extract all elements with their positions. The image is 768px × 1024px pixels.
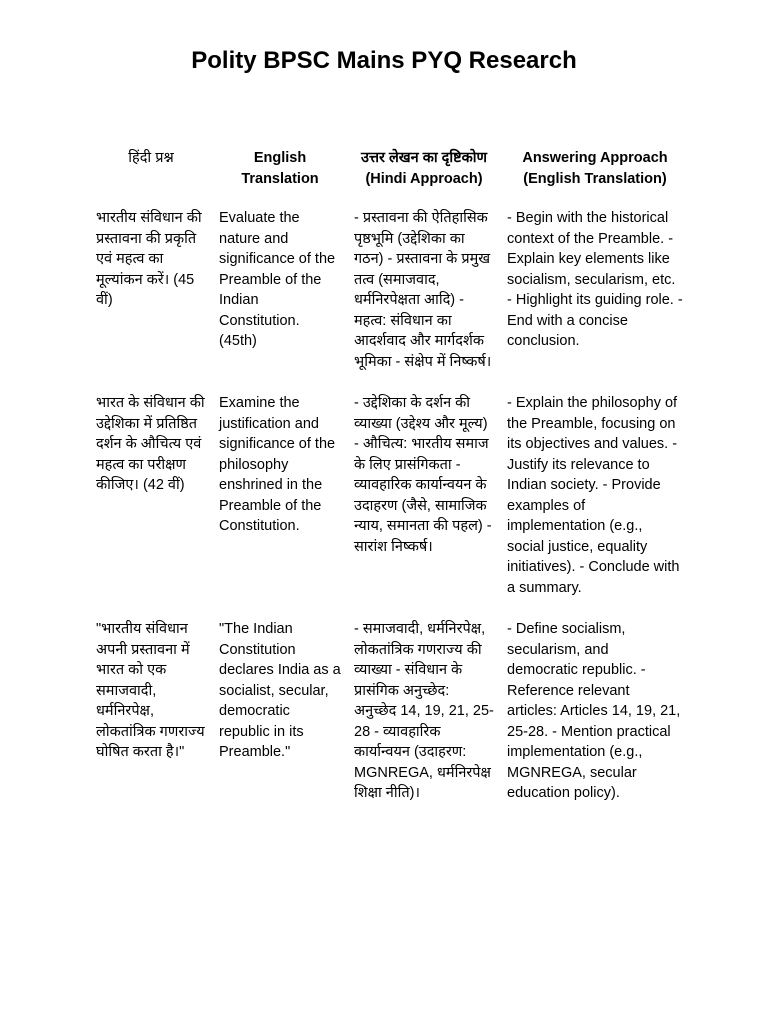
cell-hindi-approach: - प्रस्तावना की ऐतिहासिक पृष्ठभूमि (उद्देशिका का गठन) - प्रस्तावना के प्रमुख तत्व (समाजवाद, धर्मनिरपेक्षता आदि) - महत्व: संविधान का आदर्शवाद और मार्गदर्शक भूमिका - संक्षेप में निष्कर्ष।	[354, 210, 492, 370]
header-hindi-question: हिंदी प्रश्न	[128, 150, 174, 166]
header-english-approach: Answering Approach (English Translation)	[522, 150, 668, 187]
cell-english-translation: Examine the justification and significance of the philosophy enshrined in the Preamble of the Constitution.	[219, 395, 336, 534]
cell-english-translation: "The Indian Constitution declares India as a socialist, secular, democratic republic in its Preamble."	[219, 621, 341, 760]
pyq-table	[86, 148, 686, 825]
cell-hindi-question: भारतीय संविधान की प्रस्तावना की प्रकृति एवं महत्व का मूल्यांकन करें। (45 वीं)	[96, 210, 202, 308]
header-hindi-approach: उत्तर लेखन का दृष्टिकोण (Hindi Approach)	[361, 150, 487, 187]
cell-hindi-question: भारत के संविधान की उद्देशिका में प्रतिष्ठित दर्शन के औचित्य एवं महत्व का परीक्षण कीजिए। (42 वीं)	[96, 395, 205, 493]
table-row	[86, 619, 686, 825]
cell-hindi-approach: - समाजवादी, धर्मनिरपेक्ष, लोकतांत्रिक गणराज्य की व्याख्या - संविधान के प्रासंगिक अनुच्छेद: अनुच्छेद 14, 19, 21, 25-28 - व्यावहारिक कार्यान्वयन (उदाहरण: MGNREGA, धर्मनिरपेक्ष शिक्षा नीति)।	[354, 621, 494, 801]
table-row	[86, 208, 686, 393]
header-english-translation: English Translation	[241, 150, 319, 187]
cell-english-translation: Evaluate the nature and significance of the Preamble of the Indian Constitution. (45th)	[219, 210, 336, 349]
cell-english-approach: - Begin with the historical context of the Preamble. - Explain key elements like socialism, secularism, etc. - Highlight its guiding role. - End with a concise conclusion.	[507, 210, 683, 349]
cell-english-approach: - Explain the philosophy of the Preamble, focusing on its objectives and values. - Justify its relevance to Indian society. - Provide examples of implementation (e.g., social justice, equality initiatives). - Conclude with a summary.	[507, 395, 680, 596]
cell-hindi-question: "भारतीय संविधान अपनी प्रस्तावना में भारत को एक समाजवादी, धर्मनिरपेक्ष, लोकतांत्रिक गणराज्य घोषित करता है।"	[96, 621, 205, 760]
page-title: Polity BPSC Mains PYQ Research	[191, 47, 577, 74]
cell-hindi-approach: - उद्देशिका के दर्शन की व्याख्या (उद्देश्य और मूल्य) - औचित्य: भारतीय समाज के लिए प्रासंगिकता - व्यावहारिक कार्यान्वयन के उदाहरण (जैसे, सामाजिक न्याय, समानता की पहल) - सारांश निष्कर्ष।	[354, 395, 492, 555]
table-header-row	[86, 148, 686, 208]
cell-english-approach: - Define socialism, secularism, and democratic republic. - Reference relevant articles: Articles 14, 19, 21, 25-28. - Mention practical implementation (e.g., MGNREGA, secular education policy).	[507, 621, 681, 801]
table-row	[86, 393, 686, 619]
